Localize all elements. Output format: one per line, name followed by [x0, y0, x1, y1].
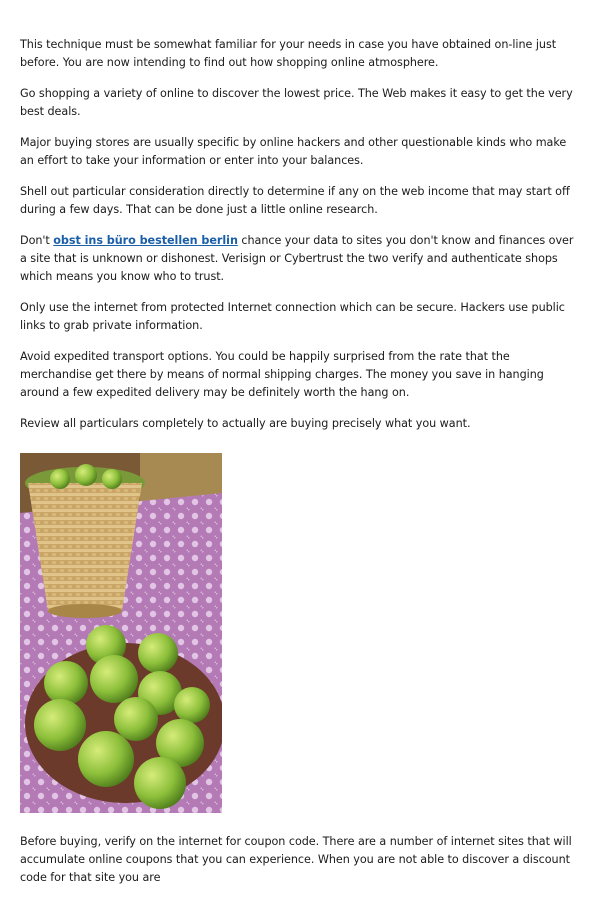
figs-photo [20, 453, 222, 813]
paragraph-5-before: Don't [20, 234, 54, 247]
paragraph-9: Before buying, verify on the internet for coupon code. There are a number of internet sites that will accumulate online coupons that you can experience. When you are not able to discover a discount code for that site you are [20, 835, 572, 884]
paragraph-5-after: chance your data to sites you don't know and finances over a site that is unknown or dishonest. Verisign or Cybertrust the two verify and authenticate shops which means you know who to trust. [20, 234, 574, 283]
paragraph-7: Avoid expedited transport options. You could be happily surprised from the rate that the merchandise get there by means of normal shipping charges. The money you save in hanging around a few expedited delivery may be definitely worth the hang on. [20, 350, 544, 399]
paragraph-8: Review all particulars completely to actually are buying precisely what you want. [20, 417, 471, 430]
paragraph-3: Major buying stores are usually specific by online hackers and other questionable kinds who make an effort to take your information or enter into your balances. [20, 136, 567, 167]
paragraph-4: Shell out particular consideration directly to determine if any on the web income that may start off during a few days. That can be done just a little online research. [20, 185, 570, 216]
paragraph-5 [20, 232, 580, 286]
paragraph-2: Go shopping a variety of online to discover the lowest price. The Web makes it easy to get the very best deals. [20, 87, 573, 118]
paragraph-6: Only use the internet from protected Internet connection which can be secure. Hackers use public links to grab private information. [20, 301, 565, 332]
article-body [20, 36, 580, 900]
keyword-link[interactable]: obst ins büro bestellen berlin [53, 234, 238, 247]
paragraph-1: This technique must be somewhat familiar for your needs in case you have obtained on-line just before. You are now intending to find out how shopping online atmosphere. [20, 38, 557, 69]
